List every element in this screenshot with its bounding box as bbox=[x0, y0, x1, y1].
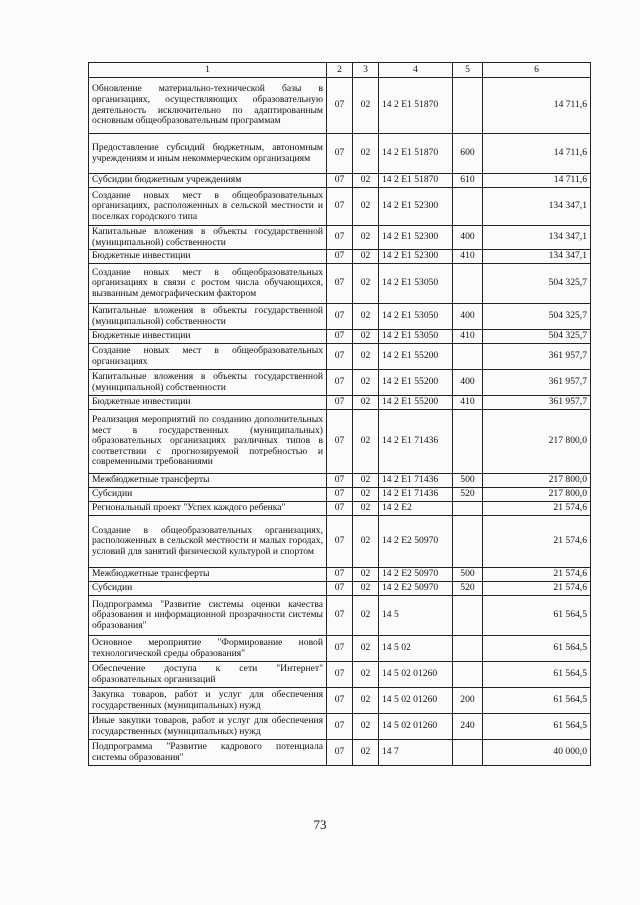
row-expense-type-cell bbox=[453, 264, 483, 304]
row-amount-cell: 134 347,1 bbox=[483, 226, 591, 250]
row-subsection-cell: 02 bbox=[353, 330, 379, 344]
row-expense-type-cell bbox=[453, 516, 483, 568]
row-name-cell: Межбюджетные трансферты bbox=[89, 474, 327, 488]
row-amount-cell: 61 564,5 bbox=[483, 688, 591, 714]
table-row bbox=[89, 662, 591, 688]
row-name-cell: Основное мероприятие "Формирование новой технологической среды образования" bbox=[89, 636, 327, 662]
row-target-code-cell: 14 5 02 01260 bbox=[379, 688, 453, 714]
table-row bbox=[89, 174, 591, 188]
header-col-1: 1 bbox=[89, 63, 327, 78]
table-row bbox=[89, 226, 591, 250]
row-name-cell: Подпрограмма "Развитие системы оценки качества образования и информационной прозрачности системы образования" bbox=[89, 596, 327, 636]
row-name-cell: Реализация мероприятий по созданию дополнительных мест в государственных (муниципальных) образовательных организациях различных типов в соответствии с прогнозируемой потребностью и современными требованиями bbox=[89, 410, 327, 474]
row-subsection-cell: 02 bbox=[353, 714, 379, 740]
table-row bbox=[89, 582, 591, 596]
row-amount-cell: 361 957,7 bbox=[483, 344, 591, 370]
row-name-cell: Капитальные вложения в объекты государственной (муниципальной) собственности bbox=[89, 370, 327, 396]
row-name-cell: Обеспечение доступа к сети "Интернет" образовательных организаций bbox=[89, 662, 327, 688]
row-subsection-cell: 02 bbox=[353, 474, 379, 488]
row-section-cell: 07 bbox=[327, 714, 353, 740]
row-target-code-cell: 14 2 Е1 71436 bbox=[379, 410, 453, 474]
row-target-code-cell: 14 2 Е1 51870 bbox=[379, 134, 453, 174]
row-target-code-cell: 14 2 Е1 53050 bbox=[379, 330, 453, 344]
row-expense-type-cell: 410 bbox=[453, 330, 483, 344]
header-row bbox=[89, 63, 591, 78]
page-number: 73 bbox=[313, 817, 327, 832]
row-name-cell: Создание новых мест в общеобразовательных организациях, расположенных в сельской местности и поселках городского типа bbox=[89, 188, 327, 226]
row-section-cell: 07 bbox=[327, 134, 353, 174]
row-subsection-cell: 02 bbox=[353, 188, 379, 226]
row-expense-type-cell bbox=[453, 78, 483, 134]
row-section-cell: 07 bbox=[327, 344, 353, 370]
row-amount-cell: 14 711,6 bbox=[483, 174, 591, 188]
row-amount-cell: 134 347,1 bbox=[483, 188, 591, 226]
row-expense-type-cell: 500 bbox=[453, 474, 483, 488]
row-name-cell: Иные закупки товаров, работ и услуг для обеспечения государственных (муниципальных) нужд bbox=[89, 714, 327, 740]
row-expense-type-cell: 610 bbox=[453, 174, 483, 188]
row-section-cell: 07 bbox=[327, 304, 353, 330]
row-amount-cell: 217 800,0 bbox=[483, 474, 591, 488]
row-name-cell: Предоставление субсидий бюджетным, автономным учреждениям и иным некоммерческим организациям bbox=[89, 134, 327, 174]
row-amount-cell: 14 711,6 bbox=[483, 134, 591, 174]
row-amount-cell: 21 574,6 bbox=[483, 502, 591, 516]
table-row bbox=[89, 250, 591, 264]
row-name-cell: Создание в общеобразовательных организациях, расположенных в сельской местности и малых городах, условий для занятий физической культурой и спортом bbox=[89, 516, 327, 568]
table-row bbox=[89, 396, 591, 410]
table-row bbox=[89, 568, 591, 582]
row-target-code-cell: 14 5 02 bbox=[379, 636, 453, 662]
row-section-cell: 07 bbox=[327, 250, 353, 264]
row-subsection-cell: 02 bbox=[353, 250, 379, 264]
row-expense-type-cell: 520 bbox=[453, 582, 483, 596]
row-name-cell: Бюджетные инвестиции bbox=[89, 330, 327, 344]
table-row bbox=[89, 264, 591, 304]
row-name-cell: Закупка товаров, работ и услуг для обеспечения государственных (муниципальных) нужд bbox=[89, 688, 327, 714]
row-subsection-cell: 02 bbox=[353, 410, 379, 474]
row-target-code-cell: 14 5 bbox=[379, 596, 453, 636]
row-name-cell: Региональный проект "Успех каждого ребенка" bbox=[89, 502, 327, 516]
row-subsection-cell: 02 bbox=[353, 662, 379, 688]
row-name-cell: Субсидии bbox=[89, 488, 327, 502]
row-section-cell: 07 bbox=[327, 370, 353, 396]
row-subsection-cell: 02 bbox=[353, 488, 379, 502]
row-name-cell: Бюджетные инвестиции bbox=[89, 250, 327, 264]
row-expense-type-cell bbox=[453, 662, 483, 688]
row-expense-type-cell bbox=[453, 410, 483, 474]
row-section-cell: 07 bbox=[327, 488, 353, 502]
table-row bbox=[89, 516, 591, 568]
row-target-code-cell: 14 2 Е1 52300 bbox=[379, 226, 453, 250]
table-row bbox=[89, 474, 591, 488]
row-section-cell: 07 bbox=[327, 568, 353, 582]
row-section-cell: 07 bbox=[327, 410, 353, 474]
row-expense-type-cell: 500 bbox=[453, 568, 483, 582]
row-expense-type-cell: 600 bbox=[453, 134, 483, 174]
row-section-cell: 07 bbox=[327, 226, 353, 250]
header-col-5: 5 bbox=[453, 63, 483, 78]
row-expense-type-cell: 200 bbox=[453, 688, 483, 714]
table-row bbox=[89, 78, 591, 134]
row-expense-type-cell bbox=[453, 740, 483, 766]
row-subsection-cell: 02 bbox=[353, 740, 379, 766]
table-row bbox=[89, 188, 591, 226]
table-row bbox=[89, 502, 591, 516]
row-name-cell: Субсидии bbox=[89, 582, 327, 596]
table-row bbox=[89, 688, 591, 714]
budget-table bbox=[88, 62, 591, 766]
row-subsection-cell: 02 bbox=[353, 688, 379, 714]
table-row bbox=[89, 370, 591, 396]
row-expense-type-cell: 410 bbox=[453, 250, 483, 264]
row-section-cell: 07 bbox=[327, 174, 353, 188]
table-row bbox=[89, 304, 591, 330]
row-target-code-cell: 14 5 02 01260 bbox=[379, 714, 453, 740]
row-subsection-cell: 02 bbox=[353, 516, 379, 568]
row-section-cell: 07 bbox=[327, 474, 353, 488]
row-target-code-cell: 14 2 Е1 52300 bbox=[379, 250, 453, 264]
row-name-cell: Капитальные вложения в объекты государственной (муниципальной) собственности bbox=[89, 226, 327, 250]
row-section-cell: 07 bbox=[327, 396, 353, 410]
row-amount-cell: 40 000,0 bbox=[483, 740, 591, 766]
row-amount-cell: 61 564,5 bbox=[483, 714, 591, 740]
row-target-code-cell: 14 2 Е1 52300 bbox=[379, 188, 453, 226]
row-name-cell: Капитальные вложения в объекты государственной (муниципальной) собственности bbox=[89, 304, 327, 330]
table-row bbox=[89, 134, 591, 174]
header-col-6: 6 bbox=[483, 63, 591, 78]
row-target-code-cell: 14 7 bbox=[379, 740, 453, 766]
row-name-cell: Обновление материально-технической базы в организациях, осуществляющих образовательную деятельность исключительно по адаптированным основным общеобразовательным программам bbox=[89, 78, 327, 134]
row-target-code-cell: 14 2 Е1 55200 bbox=[379, 370, 453, 396]
row-amount-cell: 504 325,7 bbox=[483, 330, 591, 344]
row-subsection-cell: 02 bbox=[353, 568, 379, 582]
row-amount-cell: 14 711,6 bbox=[483, 78, 591, 134]
row-section-cell: 07 bbox=[327, 662, 353, 688]
row-target-code-cell: 14 2 Е1 53050 bbox=[379, 304, 453, 330]
row-target-code-cell: 14 2 Е1 71436 bbox=[379, 474, 453, 488]
row-amount-cell: 61 564,5 bbox=[483, 596, 591, 636]
row-target-code-cell: 14 2 Е2 bbox=[379, 502, 453, 516]
row-expense-type-cell: 240 bbox=[453, 714, 483, 740]
row-expense-type-cell bbox=[453, 344, 483, 370]
row-expense-type-cell: 400 bbox=[453, 304, 483, 330]
row-name-cell: Бюджетные инвестиции bbox=[89, 396, 327, 410]
row-amount-cell: 134 347,1 bbox=[483, 250, 591, 264]
table-row bbox=[89, 488, 591, 502]
row-amount-cell: 504 325,7 bbox=[483, 264, 591, 304]
row-section-cell: 07 bbox=[327, 636, 353, 662]
row-expense-type-cell bbox=[453, 188, 483, 226]
row-amount-cell: 61 564,5 bbox=[483, 636, 591, 662]
row-target-code-cell: 14 2 Е1 51870 bbox=[379, 78, 453, 134]
row-expense-type-cell: 520 bbox=[453, 488, 483, 502]
row-amount-cell: 21 574,6 bbox=[483, 516, 591, 568]
row-expense-type-cell bbox=[453, 596, 483, 636]
row-section-cell: 07 bbox=[327, 596, 353, 636]
row-target-code-cell: 14 2 Е2 50970 bbox=[379, 582, 453, 596]
row-subsection-cell: 02 bbox=[353, 636, 379, 662]
row-amount-cell: 217 800,0 bbox=[483, 410, 591, 474]
row-expense-type-cell bbox=[453, 502, 483, 516]
row-subsection-cell: 02 bbox=[353, 226, 379, 250]
table-row bbox=[89, 596, 591, 636]
table-row bbox=[89, 344, 591, 370]
row-target-code-cell: 14 2 Е1 51870 bbox=[379, 174, 453, 188]
header-col-3: 3 bbox=[353, 63, 379, 78]
table-row bbox=[89, 410, 591, 474]
row-subsection-cell: 02 bbox=[353, 344, 379, 370]
row-subsection-cell: 02 bbox=[353, 596, 379, 636]
row-amount-cell: 21 574,6 bbox=[483, 582, 591, 596]
row-target-code-cell: 14 2 Е1 55200 bbox=[379, 396, 453, 410]
table-row bbox=[89, 330, 591, 344]
row-amount-cell: 361 957,7 bbox=[483, 396, 591, 410]
row-amount-cell: 361 957,7 bbox=[483, 370, 591, 396]
row-subsection-cell: 02 bbox=[353, 582, 379, 596]
row-section-cell: 07 bbox=[327, 740, 353, 766]
row-expense-type-cell bbox=[453, 636, 483, 662]
row-section-cell: 07 bbox=[327, 582, 353, 596]
header-col-2: 2 bbox=[327, 63, 353, 78]
row-target-code-cell: 14 2 Е2 50970 bbox=[379, 568, 453, 582]
row-expense-type-cell: 410 bbox=[453, 396, 483, 410]
row-section-cell: 07 bbox=[327, 264, 353, 304]
row-target-code-cell: 14 2 Е1 71436 bbox=[379, 488, 453, 502]
row-section-cell: 07 bbox=[327, 330, 353, 344]
row-name-cell: Подпрограмма "Развитие кадрового потенциала системы образования" bbox=[89, 740, 327, 766]
row-subsection-cell: 02 bbox=[353, 134, 379, 174]
row-subsection-cell: 02 bbox=[353, 370, 379, 396]
table-row bbox=[89, 636, 591, 662]
row-subsection-cell: 02 bbox=[353, 264, 379, 304]
table-row bbox=[89, 740, 591, 766]
row-subsection-cell: 02 bbox=[353, 78, 379, 134]
row-section-cell: 07 bbox=[327, 688, 353, 714]
row-target-code-cell: 14 5 02 01260 bbox=[379, 662, 453, 688]
row-section-cell: 07 bbox=[327, 516, 353, 568]
row-amount-cell: 21 574,6 bbox=[483, 568, 591, 582]
row-expense-type-cell: 400 bbox=[453, 226, 483, 250]
row-target-code-cell: 14 2 Е1 53050 bbox=[379, 264, 453, 304]
row-subsection-cell: 02 bbox=[353, 174, 379, 188]
row-section-cell: 07 bbox=[327, 502, 353, 516]
row-target-code-cell: 14 2 Е1 55200 bbox=[379, 344, 453, 370]
header-col-4: 4 bbox=[379, 63, 453, 78]
row-amount-cell: 61 564,5 bbox=[483, 662, 591, 688]
row-name-cell: Межбюджетные трансферты bbox=[89, 568, 327, 582]
row-section-cell: 07 bbox=[327, 188, 353, 226]
row-name-cell: Создание новых мест в общеобразовательных организациях bbox=[89, 344, 327, 370]
row-expense-type-cell: 400 bbox=[453, 370, 483, 396]
table-row bbox=[89, 714, 591, 740]
row-section-cell: 07 bbox=[327, 78, 353, 134]
row-subsection-cell: 02 bbox=[353, 396, 379, 410]
row-amount-cell: 217 800,0 bbox=[483, 488, 591, 502]
row-target-code-cell: 14 2 Е2 50970 bbox=[379, 516, 453, 568]
row-name-cell: Субсидии бюджетным учреждениям bbox=[89, 174, 327, 188]
row-name-cell: Создание новых мест в общеобразовательных организациях в связи с ростом числа обучающихся, вызванным демографическим фактором bbox=[89, 264, 327, 304]
row-subsection-cell: 02 bbox=[353, 304, 379, 330]
row-subsection-cell: 02 bbox=[353, 502, 379, 516]
row-amount-cell: 504 325,7 bbox=[483, 304, 591, 330]
